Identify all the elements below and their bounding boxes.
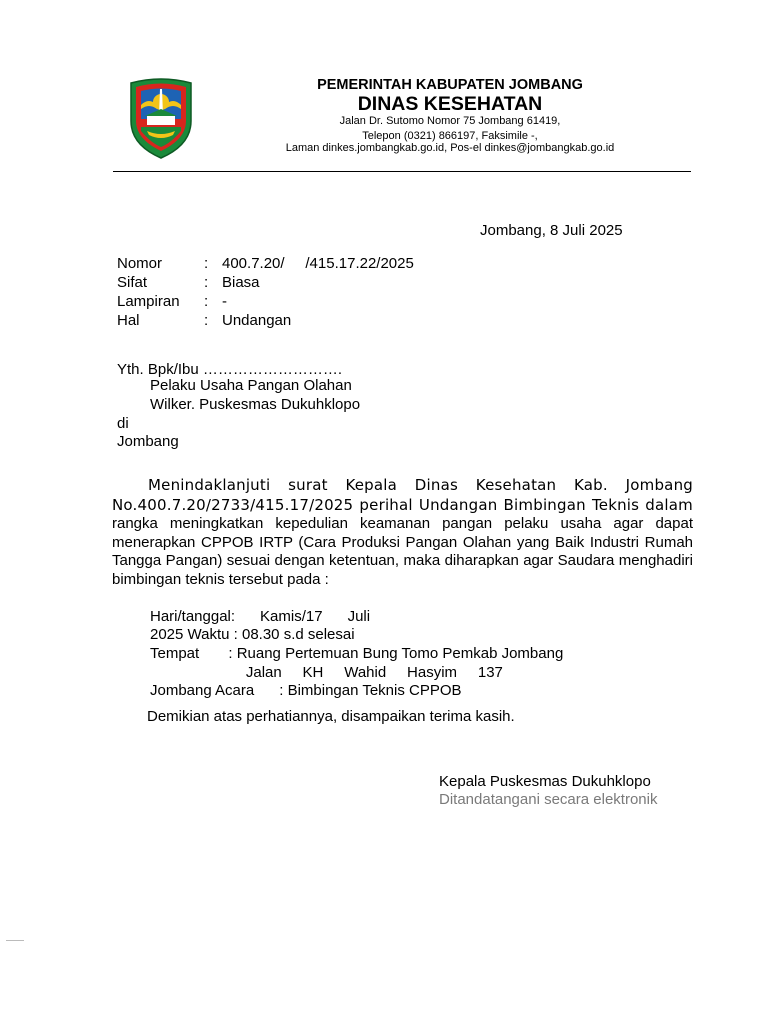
meta-attachment-label: Lampiran xyxy=(117,293,180,310)
meta-subject-label: Hal xyxy=(117,312,140,329)
addressee-line-2: Wilker. Puskesmas Dukuhklopo xyxy=(150,396,361,413)
addressee-line-1: Pelaku Usaha Pangan Olahan xyxy=(150,377,352,394)
electronic-signature-note: Ditandatangani secara elektronik xyxy=(439,791,658,808)
letterhead-department: DINAS KESEHATAN xyxy=(357,93,543,115)
letterhead-government: PEMERINTAH KABUPATEN JOMBANG xyxy=(317,77,583,93)
meta-attachment-colon: : xyxy=(204,293,209,310)
letterhead-address: Jalan Dr. Sutomo Nomor 75 Jombang 61419, xyxy=(339,115,561,127)
schedule-line-3: Tempat : Ruang Pertemuan Bung Tomo Pemkab Jombang xyxy=(150,645,564,662)
signer-title: Kepala Puskesmas Dukuhklopo xyxy=(439,773,651,790)
body-paragraph-part-1: Menindaklanjuti surat Kepala Dinas Kesehatan Kab. Jombang No.400.7.20/2733/415.17/2025 perihal Undangan Bimbingan Teknis dalam xyxy=(112,476,693,514)
letterhead-phone: Telepon (0321) 866197, Faksimile -, xyxy=(362,130,538,142)
schedule-line-2: 2025 Waktu : 08.30 s.d selesai xyxy=(150,626,355,643)
meta-subject-value: Undangan xyxy=(222,312,292,329)
meta-number-colon: : xyxy=(204,255,209,272)
schedule-line-5: Jombang Acara : Bimbingan Teknis CPPOB xyxy=(150,682,462,699)
addressee-city: Jombang xyxy=(117,433,179,450)
body-paragraph-part-2: rangka meningkatkan kepedulian keamanan pangan pelaku usaha agar dapat menerapkan CPPOB IRTP (Cara Produksi Pangan Olahan yang Baik Industri Rumah Tangga Pangan) sesuai dengan ketentuan, maka diharapkan agar Saudara menghadiri bimbingan teknis tersebut pada : xyxy=(112,515,693,588)
addressee-salutation: Yth. Bpk/Ibu ………………………. xyxy=(117,361,343,378)
meta-attachment-value: - xyxy=(222,293,227,310)
schedule-line-1: Hari/tanggal: Kamis/17 Juli xyxy=(150,608,371,625)
schedule-line-4: Jalan KH Wahid Hasyim 137 xyxy=(150,664,503,681)
letterhead-divider xyxy=(113,171,691,172)
addressee-di: di xyxy=(117,415,129,432)
letterhead-web: Laman dinkes.jombangkab.go.id, Pos-el dinkes@jombangkab.go.id xyxy=(285,142,615,154)
meta-nature-value: Biasa xyxy=(222,274,260,291)
meta-nature-label: Sifat xyxy=(117,274,148,291)
place-date: Jombang, 8 Juli 2025 xyxy=(480,222,623,239)
meta-number-label: Nomor xyxy=(117,255,163,272)
meta-number-value: 400.7.20/ /415.17.22/2025 xyxy=(222,255,414,272)
meta-subject-colon: : xyxy=(204,312,209,329)
page-margin-mark xyxy=(6,940,24,941)
meta-nature-colon: : xyxy=(204,274,209,291)
closing-sentence: Demikian atas perhatiannya, disampaikan terima kasih. xyxy=(147,708,515,725)
body-paragraph xyxy=(112,476,693,590)
